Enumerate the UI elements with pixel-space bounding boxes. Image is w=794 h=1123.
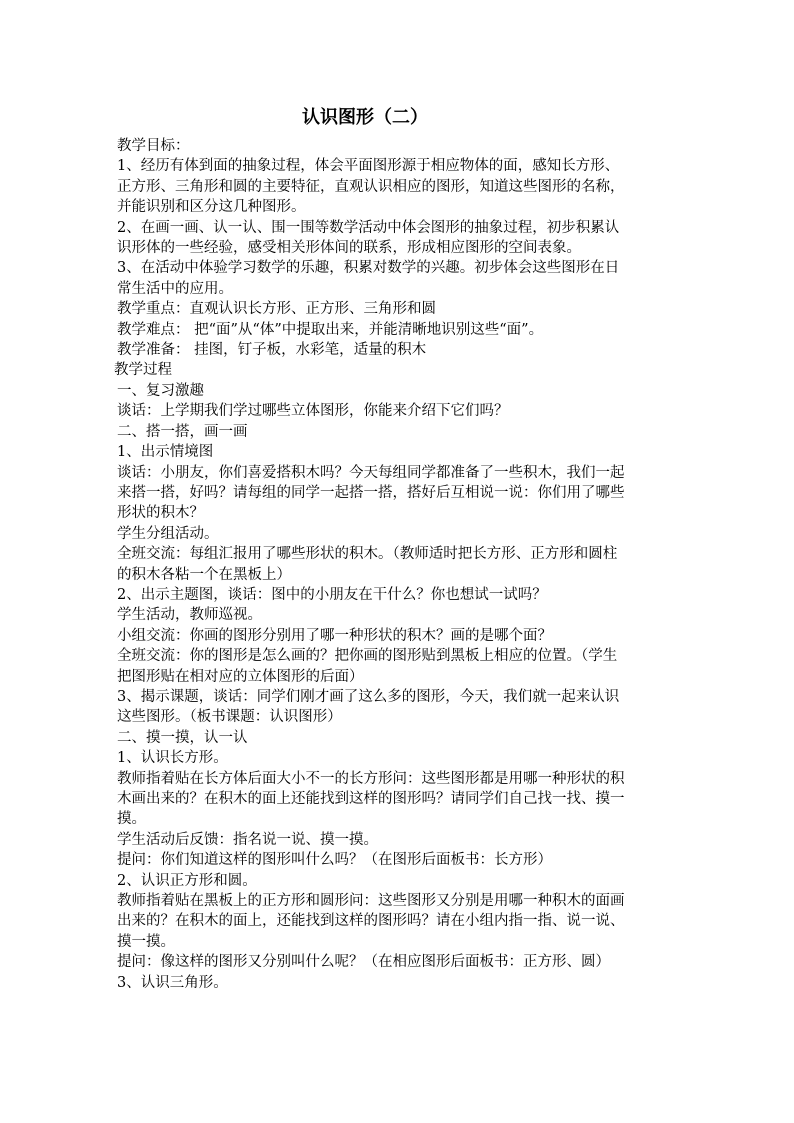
text-line: 3、在活动中体验学习数学的乐趣，积累对数学的兴趣。初步体会这些图形在日 [117, 260, 620, 277]
text-line: 1、认识长方形。 [117, 750, 228, 767]
text-line: 全班交流：你的图形是怎么画的？把你画的图形贴到黑板上相应的位置。（学生 [117, 648, 618, 665]
text-line: 教学重点：直观认识长方形、正方形、三角形和圆 [117, 301, 436, 318]
text-line: 教学目标： [117, 138, 190, 154]
document-body [114, 136, 687, 993]
text-line: 2、在画一画、认一认、围一围等数学活动中体会图形的抽象过程，初步积累认 [117, 219, 620, 236]
text-line: 把图形贴在相对应的立体图形的后面） [117, 668, 364, 685]
text-line: 摸一摸。 [117, 933, 175, 950]
text-line: 这些图形。（板书课题：认识图形） [117, 709, 342, 726]
text-line: 学生分组活动。 [117, 525, 219, 542]
text-line: 小组交流：你画的图形分别用了哪一种形状的积木？画的是哪个面？ [117, 627, 552, 644]
text-line: 二、搭一搭，画一画 [117, 423, 248, 440]
text-line: 教学过程 [114, 362, 172, 379]
text-line: 教师指着贴在长方体后面大小不一的长方形问：这些图形都是用哪一种形状的积 [117, 770, 625, 787]
text-line: 木画出来的？在积木的面上还能找到这样的图形吗？请同学们自己找一找、摸一 [117, 791, 625, 807]
text-line: 并能识别和区分这几种图形。 [117, 199, 306, 216]
document-title: 认识图形（二） [302, 107, 428, 128]
text-line: 1、经历有体到面的抽象过程，体会平面图形源于相应物体的面，感知长方形、 [117, 158, 620, 175]
text-line: 教师指着贴在黑板上的正方形和圆形问：这些图形又分别是用哪一种积木的面画 [117, 893, 625, 910]
text-line: 出来的？在积木的面上，还能找到这样的图形吗？请在小组内指一指、说一说、 [117, 913, 625, 930]
text-line: 全班交流：每组汇报用了哪些形状的积木。（教师适时把长方形、正方形和圆柱 [117, 546, 618, 563]
text-line: 正方形、三角形和圆的主要特征，直观认识相应的图形，知道这些图形的名称， [117, 178, 625, 195]
text-line: 形状的积木？ [117, 505, 204, 522]
text-line: 谈话：小朋友，你们喜爱搭积木吗？今天每组同学都准备了一些积木，我们一起 [117, 464, 625, 481]
text-line: 教学准备： 挂图，钉子板，水彩笔，适量的积木 [117, 342, 427, 359]
text-line: 一、复习激趣 [117, 382, 204, 399]
text-line: 教学难点： 把“面”从“体”中提取出来，并能清晰地识别这些“面”。 [117, 321, 544, 338]
text-line: 提问：像这样的图形又分别叫什么呢？（在相应图形后面板书：正方形、圆） [117, 954, 610, 971]
text-line: 来搭一搭，好吗？请每组的同学一起搭一搭，搭好后互相说一说：你们用了哪些 [117, 484, 625, 501]
text-line: 1、出示情境图 [117, 444, 214, 461]
text-line: 谈话：上学期我们学过哪些立体图形，你能来介绍下它们吗？ [117, 403, 509, 420]
text-line: 3、揭示课题，谈话：同学们刚才画了这么多的图形，今天，我们就一起来认识 [117, 688, 620, 705]
text-line: 2、出示主题图，谈话：图中的小朋友在干什么？你也想试一试吗？ [117, 586, 547, 603]
text-line: 二、摸一摸，认一认 [117, 729, 248, 746]
text-line: 识形体的一些经验，感受相关形体间的联系，形成相应图形的空间表象。 [117, 240, 581, 257]
text-line: 常生活中的应用。 [117, 280, 233, 297]
text-line: 学生活动后反馈：指名说一说、摸一摸。 [117, 831, 378, 848]
text-line: 摸。 [117, 811, 146, 828]
text-line: 学生活动，教师巡视。 [117, 607, 262, 624]
text-line: 的积木各粘一个在黑板上） [117, 566, 291, 583]
text-line: 2、认识正方形和圆。 [117, 872, 257, 889]
text-line: 3、认识三角形。 [117, 974, 228, 991]
text-line: 提问：你们知道这样的图形叫什么吗？（在图形后面板书：长方形） [117, 852, 552, 869]
